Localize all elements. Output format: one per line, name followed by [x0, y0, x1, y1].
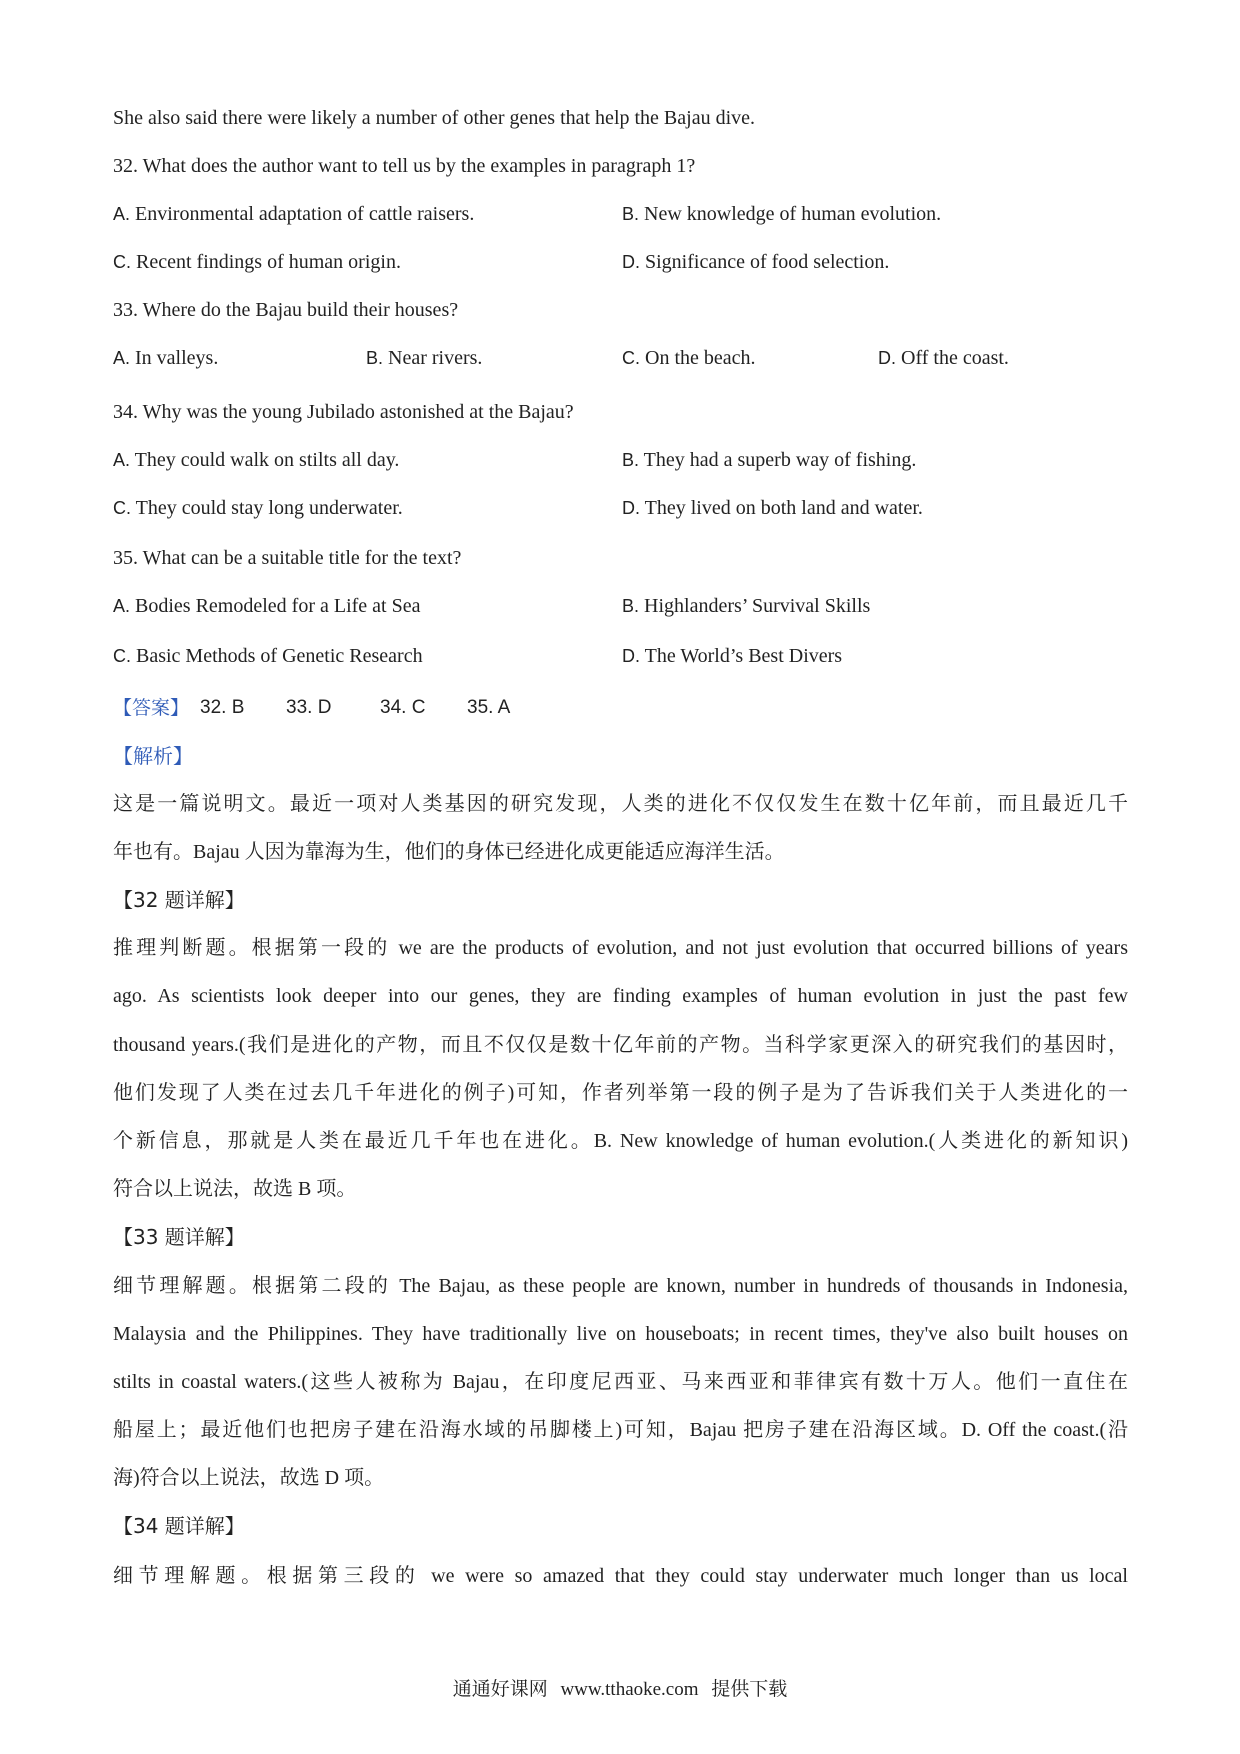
- detail-32-line: 个新信息，那就是人类在最近几千年也在进化。B. New knowledge of human evolution.(人类进化的新知识): [113, 1130, 1128, 1152]
- option-letter: C.: [113, 498, 131, 518]
- answer-item-33: 33. D: [286, 697, 332, 718]
- option-33-a: [113, 344, 218, 372]
- option-33-d: [878, 344, 1009, 372]
- detail-33-line: 海)符合以上说法，故选 D 项。: [113, 1467, 385, 1489]
- option-letter: A.: [113, 596, 131, 616]
- intro-line: She also said there were likely a number of other genes that help the Bajau dive.: [113, 107, 756, 129]
- option-34-a: [113, 446, 399, 474]
- option-34-c: [113, 494, 403, 522]
- option-32-c: [113, 248, 401, 276]
- answer-item-34: 34. C: [380, 697, 426, 718]
- option-text: Near rivers.: [388, 347, 483, 369]
- option-text: On the beach.: [645, 347, 756, 369]
- option-34-d: [622, 494, 923, 522]
- option-32-d: [622, 248, 889, 276]
- option-32-a: [113, 200, 474, 228]
- detail-32-line: 推理判断题。根据第一段的 we are the products of evolution, and not just evolution that occurred billions of years: [113, 937, 1128, 959]
- detail-33-line: 船屋上；最近他们也把房子建在沿海水域的吊脚楼上)可知，Bajau 把房子建在沿海区域。D. Off the coast.(沿: [113, 1419, 1128, 1441]
- option-letter: A.: [113, 450, 131, 470]
- detail-32-line: 符合以上说法，故选 B 项。: [113, 1178, 357, 1200]
- option-32-b: [622, 200, 941, 228]
- question-stem-34: 34. Why was the young Jubilado astonished at the Bajau?: [113, 401, 574, 423]
- answer-item-35: 35. A: [467, 697, 511, 718]
- analysis-line: 这是一篇说明文。最近一项对人类基因的研究发现，人类的进化不仅仅发生在数十亿年前，而且最近几千: [113, 793, 1128, 815]
- page-footer: [0, 1676, 1240, 1704]
- detail-heading-33: 【33 题详解】: [113, 1225, 245, 1249]
- option-letter: B.: [366, 348, 384, 368]
- option-text: They lived on both land and water.: [644, 497, 923, 519]
- option-letter: D.: [622, 646, 640, 666]
- detail-32-line: thousand years.(我们是进化的产物，而且不仅仅是数十亿年前的产物。当科学家更深入的研究我们的基因时，: [113, 1034, 1128, 1056]
- option-text: Basic Methods of Genetic Research: [136, 645, 423, 667]
- option-letter: D.: [878, 348, 896, 368]
- option-text: In valleys.: [135, 347, 219, 369]
- detail-heading-34: 【34 题详解】: [113, 1514, 245, 1538]
- option-letter: C.: [113, 252, 131, 272]
- option-letter: A.: [113, 204, 131, 224]
- detail-33-line: stilts in coastal waters.(这些人被称为 Bajau，在印度尼西亚、马来西亚和菲律宾有数十万人。他们一直住在: [113, 1371, 1128, 1393]
- option-letter: B.: [622, 596, 640, 616]
- option-33-c: [622, 344, 756, 372]
- option-text: Significance of food selection.: [645, 251, 890, 273]
- option-text: Off the coast.: [901, 347, 1009, 369]
- detail-32-line: ago. As scientists look deeper into our genes, they are finding examples of human evolution in just the past few: [113, 985, 1128, 1007]
- option-letter: D.: [622, 252, 640, 272]
- option-35-a: [113, 592, 420, 620]
- option-text: They had a superb way of fishing.: [643, 449, 917, 471]
- option-text: They could walk on stilts all day.: [134, 449, 400, 471]
- option-text: Highlanders’ Survival Skills: [644, 595, 871, 617]
- option-35-d: [622, 642, 842, 670]
- detail-33-line: Malaysia and the Philippines. They have traditionally live on houseboats; in recent times, they've also built houses on: [113, 1323, 1128, 1345]
- option-letter: B.: [622, 204, 640, 224]
- option-34-b: [622, 446, 916, 474]
- answer-item-32: 32. B: [200, 697, 245, 718]
- detail-32-line: 他们发现了人类在过去几千年进化的例子)可知，作者列举第一段的例子是为了告诉我们关于人类进化的一: [113, 1082, 1128, 1104]
- footer-note: 提供下载: [711, 1679, 788, 1700]
- question-stem-33: 33. Where do the Bajau build their houses?: [113, 299, 459, 321]
- analysis-label: 【解析】: [113, 744, 193, 768]
- option-text: Bodies Remodeled for a Life at Sea: [135, 595, 421, 617]
- option-text: Environmental adaptation of cattle raisers.: [135, 203, 475, 225]
- answer-label: 【答案】: [113, 697, 190, 719]
- question-stem-35: 35. What can be a suitable title for the text?: [113, 547, 462, 569]
- option-35-b: [622, 592, 870, 620]
- option-35-c: [113, 642, 423, 670]
- option-letter: D.: [622, 498, 640, 518]
- option-text: They could stay long underwater.: [135, 497, 403, 519]
- footer-url[interactable]: www.tthaoke.com: [560, 1679, 699, 1700]
- option-text: The World’s Best Divers: [644, 645, 843, 667]
- footer-site-name: 通通好课网: [452, 1679, 548, 1700]
- option-text: New knowledge of human evolution.: [644, 203, 942, 225]
- analysis-line: 年也有。Bajau 人因为靠海为生，他们的身体已经进化成更能适应海洋生活。: [113, 841, 785, 863]
- option-letter: C.: [113, 646, 131, 666]
- option-text: Recent findings of human origin.: [136, 251, 401, 273]
- option-letter: C.: [622, 348, 640, 368]
- option-33-b: [366, 344, 482, 372]
- option-letter: B.: [622, 450, 640, 470]
- detail-34-line: 细节理解题。根据第三段的 we were so amazed that they could stay underwater much longer than us local: [113, 1565, 1128, 1587]
- detail-33-line: 细节理解题。根据第二段的 The Bajau, as these people are known, number in hundreds of thousands in Indonesia,: [113, 1275, 1128, 1297]
- detail-heading-32: 【32 题详解】: [113, 888, 245, 912]
- question-stem-32: 32. What does the author want to tell us by the examples in paragraph 1?: [113, 155, 696, 177]
- option-letter: A.: [113, 348, 131, 368]
